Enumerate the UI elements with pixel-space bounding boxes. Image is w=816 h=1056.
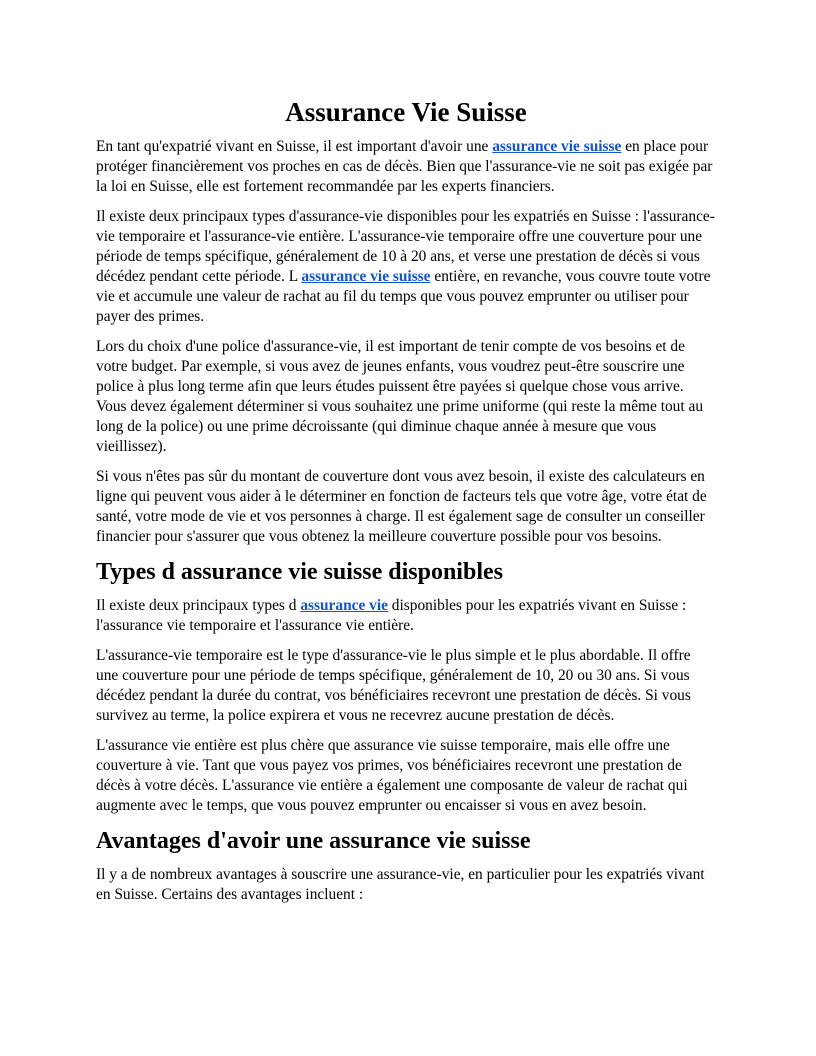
assurance-vie-suisse-link[interactable]: assurance vie suisse — [492, 138, 622, 155]
intro-p1-text-before: En tant qu'expatrié vivant en Suisse, il est important d'avoir une — [96, 138, 493, 155]
section-heading-types: Types d assurance vie suisse disponibles — [96, 559, 503, 585]
types-p1-text-before: Il existe deux principaux types d — [96, 597, 301, 614]
intro-paragraph-3: Lors du choix d'une police d'assurance-vie, il est important de tenir compte de vos besoins et de votre budget. Par exemple, si vous avez de jeunes enfants, vous voudrez peut-être souscrire une police à plus long terme afin que leurs études puissent être payées si quelque chose vous arrive. Vous devez également déterminer si vous souhaitez une prime uniforme (qui reste la même tout au long de la police) ou une prime décroissante (qui diminue chaque année à mesure que vous vieillissez). — [96, 338, 704, 455]
intro-p2-text-before: Il existe deux principaux types d'assurance-vie disponibles pour les expatriés en Suisse : l'assurance-vie temporaire et l'assurance-vie entière. L'assurance-vie temporaire offre une couverture pour une période de temps spécifique, généralement de 10 à 20 ans, et verse une prestation de décès si vous décédez pendant cette période. L — [96, 208, 715, 285]
types-paragraph-2: L'assurance-vie temporaire est le type d'assurance-vie le plus simple et le plus abordable. Il offre une couverture pour une période de temps spécifique, généralement de 10, 20 ou 30 ans. Si vous décédez pendant la durée du contrat, vos bénéficiaires recevront une prestation de décès. Si vous survivez au terme, la police expirera et vous ne recevrez aucune prestation de décès. — [96, 647, 691, 724]
types-paragraph-1 — [96, 596, 716, 636]
page-title: Assurance Vie Suisse — [285, 97, 527, 127]
section-heading-avantages: Avantages d'avoir une assurance vie suisse — [96, 828, 531, 854]
intro-paragraph-1 — [96, 137, 716, 197]
assurance-vie-link[interactable]: assurance vie — [300, 597, 388, 614]
intro-paragraph-4: Si vous n'êtes pas sûr du montant de couverture dont vous avez besoin, il existe des calculateurs en ligne qui peuvent vous aider à le déterminer en fonction de facteurs tels que votre âge, votre état de santé, votre mode de vie et vos personnes à charge. Il est également sage de consulter un conseiller financier pour s'assurer que vous obtenez la meilleure couverture possible pour vos besoins. — [96, 468, 707, 545]
document-page — [96, 96, 716, 915]
intro-p1-text-after: en place pour protéger financièrement vos proches en cas de décès. Bien que l'assurance-vie ne soit pas exigée par la loi en Suisse, elle est fortement recommandée par les experts financiers. — [96, 138, 713, 195]
avantages-paragraph-1: Il y a de nombreux avantages à souscrire une assurance-vie, en particulier pour les expatriés vivant en Suisse. Certains des avantages incluent : — [96, 866, 705, 903]
types-p1-text-after: disponibles pour les expatriés vivant en Suisse : l'assurance vie temporaire et l'assurance vie entière. — [96, 597, 687, 634]
intro-paragraph-2 — [96, 207, 716, 327]
types-paragraph-3: L'assurance vie entière est plus chère que assurance vie suisse temporaire, mais elle offre une couverture à vie. Tant que vous payez vos primes, vos bénéficiaires recevront une prestation de décès à votre décès. L'assurance vie entière a également une composante de valeur de rachat qui augmente avec le temps, que vous pouvez emprunter ou encaisser si vous en avez besoin. — [96, 737, 688, 814]
intro-p2-text-after: entière, en revanche, vous couvre toute votre vie et accumule une valeur de rachat au fil du temps que vous pouvez emprunter ou utiliser pour payer des primes. — [96, 268, 711, 325]
assurance-vie-suisse-link-2[interactable]: assurance vie suisse — [301, 268, 431, 285]
